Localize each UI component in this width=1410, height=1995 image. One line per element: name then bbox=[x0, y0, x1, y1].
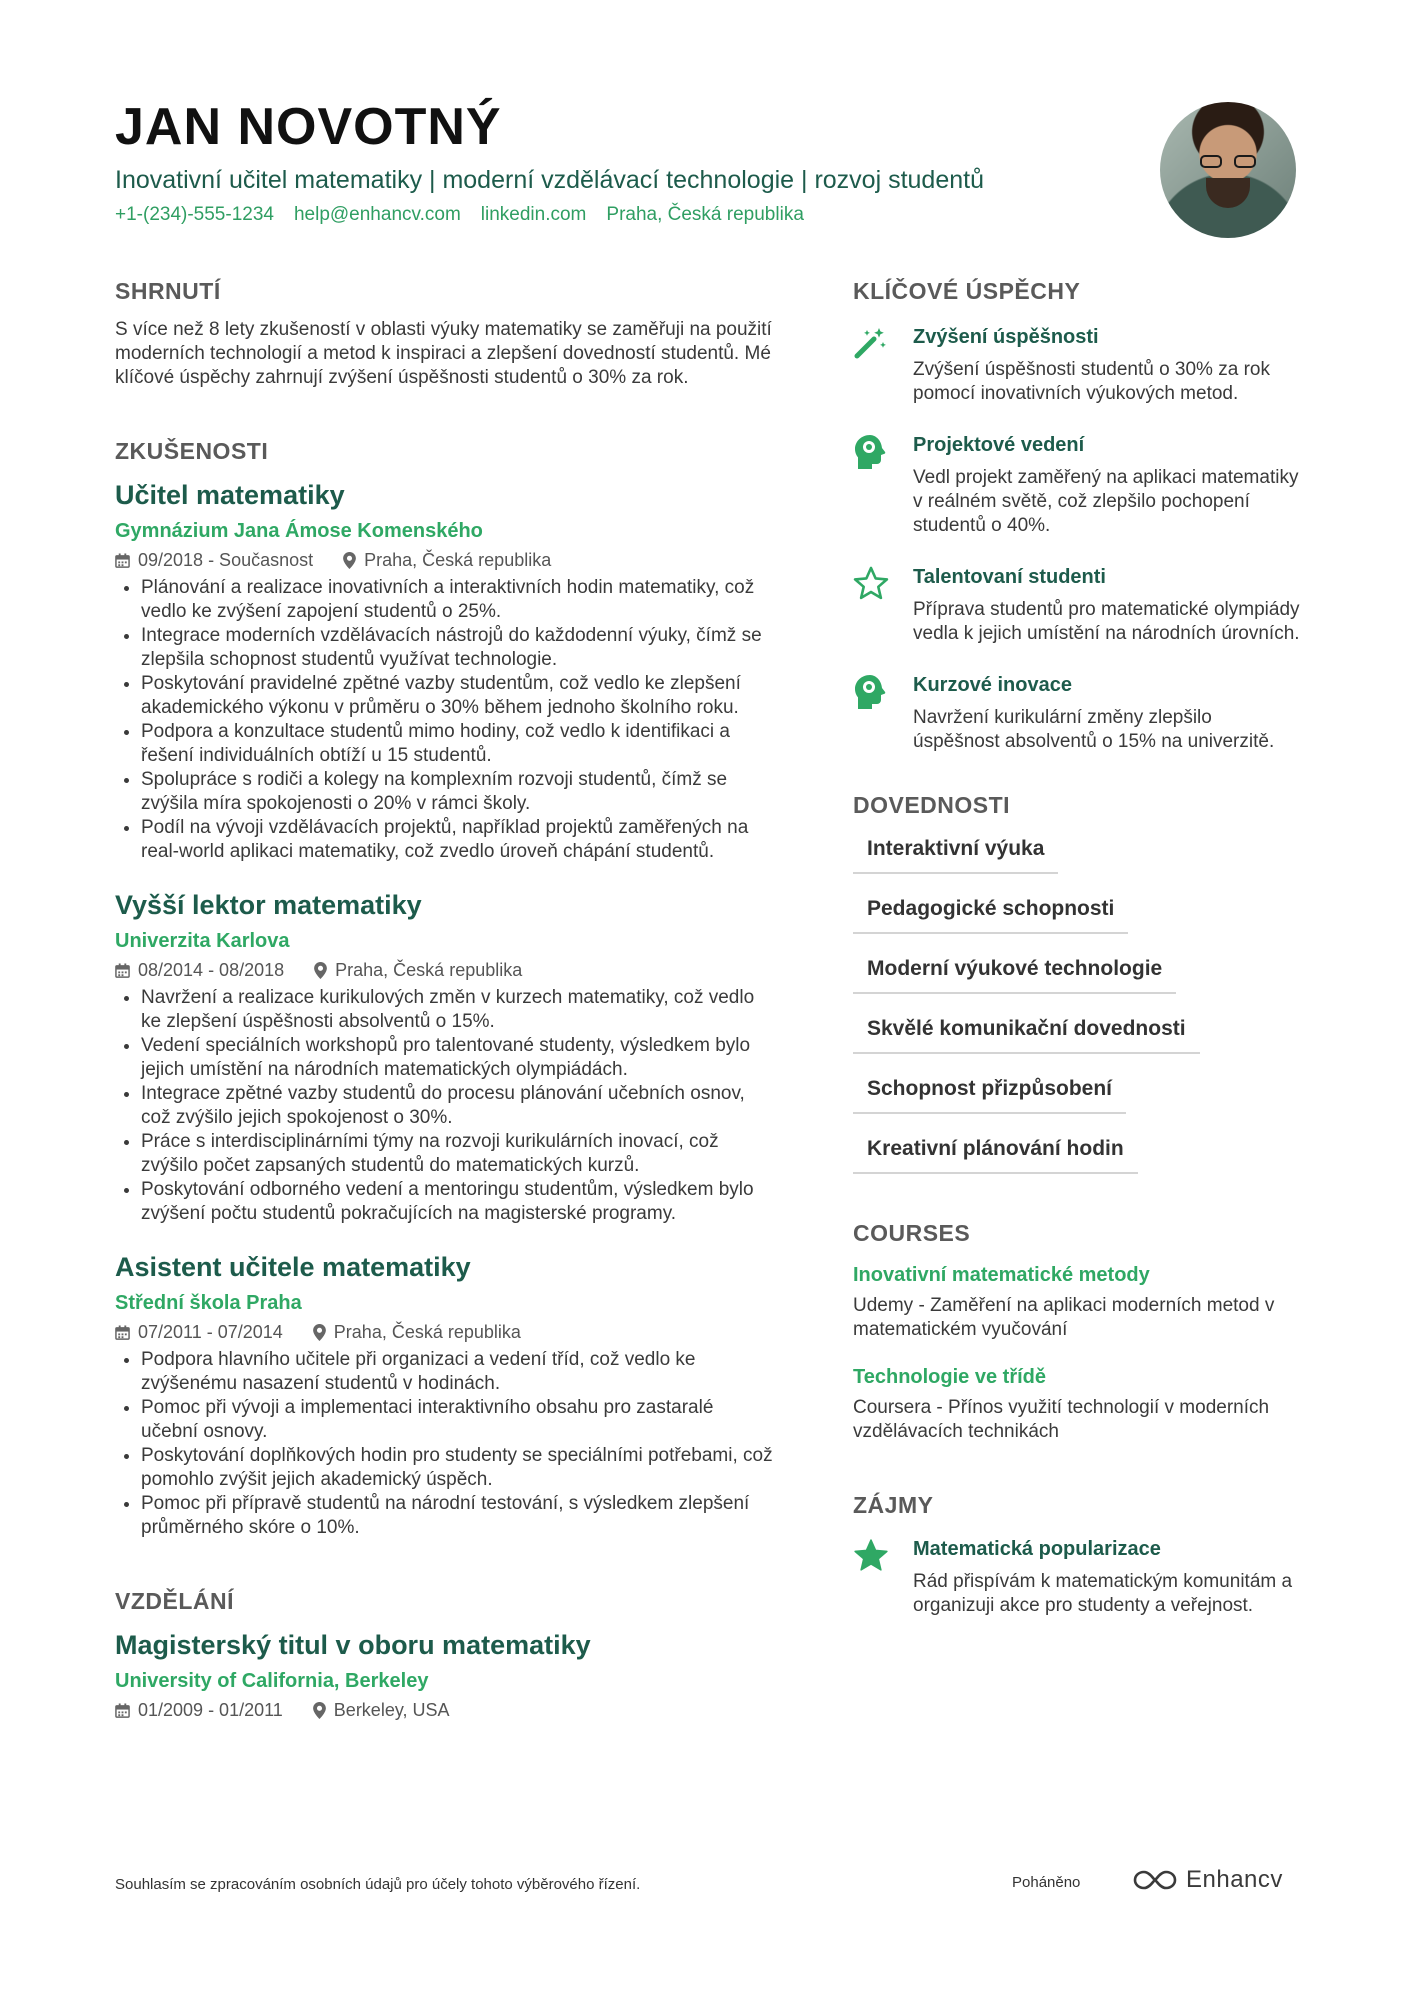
job-bullet: • Poskytování odborného vedení a mentoringu studentům, výsledkem bylo zvýšení počtu studentů pokračujících na magisterské programy. bbox=[141, 1178, 775, 1226]
job-bullet: • Pomoc při vývoji a implementaci interaktivního obsahu pro zastaralé učební osnovy. bbox=[141, 1396, 775, 1444]
education-item bbox=[115, 1628, 775, 1722]
experience-item bbox=[115, 888, 775, 1226]
summary-text: S více než 8 lety zkušeností v oblasti výuky matematiky se zaměřuji na použití moderních technologií a metod k inspiraci a zlepšení dovedností studentů. Mé klíčové úspěchy zahrnují zvýšení úspěšnosti studentů o 30% za rok. bbox=[115, 319, 772, 388]
location-pin-icon bbox=[343, 552, 356, 569]
linkedin-link[interactable]: linkedin.com bbox=[480, 204, 587, 225]
left-column bbox=[115, 276, 775, 1722]
brand-name: Enhancv bbox=[1186, 1866, 1283, 1893]
profile-photo bbox=[1160, 102, 1296, 238]
course-title: Inovativní matematické metody bbox=[853, 1264, 1150, 1286]
job-location: Praha, Česká republika bbox=[335, 960, 523, 980]
consent-note: Souhlasím se zpracováním osobních údajů pro účely tohoto výběrového řízení. bbox=[115, 1876, 641, 1893]
skill-tag: Pedagogické schopnosti bbox=[853, 896, 1128, 934]
company-name: Střední škola Praha bbox=[115, 1292, 302, 1314]
calendar-icon bbox=[115, 553, 130, 568]
job-bullet: • Poskytování pravidelné zpětné vazby studentům, což vedlo ke zlepšení akademického výkonu v průměru o 30% během jednoho školního roku. bbox=[141, 672, 775, 720]
job-bullet: • Pomoc při přípravě studentů na národní testování, s výsledkem zlepšení průměrného skóre o 10%. bbox=[141, 1492, 775, 1540]
job-bullet: • Podíl na vývoji vzdělávacích projektů, například projektů zaměřených na real-world aplikaci matematiky, což zvedlo úroveň chápání studentů. bbox=[141, 816, 775, 864]
job-bullet: • Integrace zpětné vazby studentů do procesu plánování učebních osnov, což zvýšilo jejich spokojenost o 30%. bbox=[141, 1082, 775, 1130]
skill-tag: Moderní výukové technologie bbox=[853, 956, 1176, 994]
interests-heading: ZÁJMY bbox=[853, 1492, 934, 1518]
job-bullet: • Vedení speciálních workshopů pro talentované studenty, výsledkem bylo jejich umístění na národních matematických olympiádách. bbox=[141, 1034, 775, 1082]
education-location: Berkeley, USA bbox=[333, 1700, 450, 1720]
achievement-title: Zvýšení úspěšnosti bbox=[913, 326, 1099, 348]
course-text: Coursera - Přínos využití technologií v moderních vzdělávacích technikách bbox=[853, 1397, 1270, 1442]
education-dates: 01/2009 - 01/2011 bbox=[138, 1700, 283, 1720]
calendar-icon bbox=[115, 1703, 130, 1718]
location-pin-icon bbox=[313, 1324, 326, 1341]
degree-title: Magisterský titul v oboru matematiky bbox=[115, 1630, 591, 1660]
achievement-title: Kurzové inovace bbox=[913, 674, 1072, 696]
interest-title: Matematická popularizace bbox=[913, 1538, 1161, 1560]
location-pin-icon bbox=[313, 1702, 326, 1719]
achievement-item bbox=[853, 672, 1303, 754]
job-dates: 09/2018 - Současnost bbox=[138, 550, 314, 570]
job-dates: 08/2014 - 08/2018 bbox=[138, 960, 285, 980]
photo-glasses bbox=[1200, 155, 1256, 169]
skill-tag: Skvělé komunikační dovednosti bbox=[853, 1016, 1200, 1054]
photo-beard bbox=[1206, 178, 1250, 208]
infinity-logo-icon bbox=[1132, 1868, 1178, 1892]
head-idea-icon bbox=[853, 674, 887, 710]
achievements-heading: KLÍČOVÉ ÚSPĚCHY bbox=[853, 278, 1081, 304]
phone-link[interactable]: +1-(234)-555-1234 bbox=[115, 204, 274, 225]
interest-text: Rád přispívám k matematickým komunitám a organizuji akce pro studenty a veřejnost. bbox=[913, 1571, 1293, 1616]
resume-header bbox=[115, 96, 1115, 226]
course-text: Udemy - Zaměření na aplikaci moderních metod v matematickém vyučování bbox=[853, 1295, 1275, 1340]
job-bullet: • Podpora a konzultace studentů mimo hodiny, což vedlo k identifikaci a řešení individuálních obtíží u 15 studentů. bbox=[141, 720, 775, 768]
candidate-name: JAN NOVOTNÝ bbox=[115, 98, 502, 156]
job-location: Praha, Česká republika bbox=[333, 1322, 521, 1342]
calendar-icon bbox=[115, 963, 130, 978]
achievement-item bbox=[853, 432, 1303, 538]
head-idea-icon bbox=[853, 434, 887, 470]
enhancv-logo[interactable] bbox=[1132, 1866, 1283, 1894]
candidate-tagline: Inovativní učitel matematiky | moderní vzdělávací technologie | rozvoj studentů bbox=[115, 166, 984, 194]
achievement-text: Příprava studentů pro matematické olympiády vedla k jejich umístění na národních úrovních. bbox=[913, 599, 1300, 644]
experience-heading: ZKUŠENOSTI bbox=[115, 438, 269, 464]
location-text: Praha, Česká republika bbox=[606, 204, 804, 225]
school-name: University of California, Berkeley bbox=[115, 1670, 429, 1692]
contact-row bbox=[115, 204, 1115, 226]
achievement-text: Zvýšení úspěšnosti studentů o 30% za rok pomocí inovativních výukových metod. bbox=[913, 359, 1270, 404]
location-pin-icon bbox=[314, 962, 327, 979]
email-link[interactable]: help@enhancv.com bbox=[293, 204, 461, 225]
skills-heading: DOVEDNOSTI bbox=[853, 792, 1011, 818]
experience-item bbox=[115, 478, 775, 864]
achievement-text: Vedl projekt zaměřený na aplikaci matematiky v reálném světě, což zlepšilo pochopení studentů o 40%. bbox=[913, 467, 1299, 536]
achievement-title: Talentovaní studenti bbox=[913, 566, 1106, 588]
job-bullet: • Spolupráce s rodiči a kolegy na komplexním rozvoji studentů, čímž se zvýšila míra spokojenosti o 20% v rámci školy. bbox=[141, 768, 775, 816]
powered-by-label: Poháněno bbox=[1012, 1874, 1081, 1891]
course-title: Technologie ve třídě bbox=[853, 1366, 1046, 1388]
job-bullets bbox=[115, 576, 775, 864]
job-bullet: • Integrace moderních vzdělávacích nástrojů do každodenní výuky, čímž se zlepšila schopnost studentů využívat technologie. bbox=[141, 624, 775, 672]
job-title: Učitel matematiky bbox=[115, 480, 345, 510]
right-column bbox=[853, 276, 1303, 1644]
job-title: Vyšší lektor matematiky bbox=[115, 890, 422, 920]
job-dates: 07/2011 - 07/2014 bbox=[138, 1322, 283, 1342]
job-bullet: • Navržení a realizace kurikulových změn v kurzech matematiky, což vedlo ke zlepšení úspěšnosti absolventů o 15%. bbox=[141, 986, 775, 1034]
achievement-item bbox=[853, 564, 1303, 646]
star-filled-icon bbox=[853, 1538, 889, 1572]
education-heading: VZDĚLÁNÍ bbox=[115, 1588, 234, 1614]
course-item bbox=[853, 1262, 1303, 1342]
job-bullet: • Podpora hlavního učitele při organizaci a vedení tříd, což vedlo ke zvýšenému nasazení studentů v hodinách. bbox=[141, 1348, 775, 1396]
interest-item bbox=[853, 1536, 1303, 1618]
job-bullets bbox=[115, 1348, 775, 1540]
magic-wand-icon bbox=[853, 326, 887, 360]
star-outline-icon bbox=[853, 566, 889, 600]
job-title: Asistent učitele matematiky bbox=[115, 1252, 471, 1282]
achievement-title: Projektové vedení bbox=[913, 434, 1085, 456]
education-meta bbox=[115, 1698, 775, 1722]
job-meta bbox=[115, 1320, 775, 1344]
achievement-text: Navržení kurikulární změny zlepšilo úspěšnost absolventů o 15% na univerzitě. bbox=[913, 707, 1275, 752]
job-meta bbox=[115, 958, 775, 982]
course-item bbox=[853, 1364, 1303, 1444]
job-bullets bbox=[115, 986, 775, 1226]
skill-tag: Interaktivní výuka bbox=[853, 836, 1058, 874]
skills-list bbox=[853, 836, 1303, 1196]
summary-heading: SHRNUTÍ bbox=[115, 278, 221, 304]
achievement-item bbox=[853, 324, 1303, 406]
experience-item bbox=[115, 1250, 775, 1540]
skill-tag: Schopnost přizpůsobení bbox=[853, 1076, 1126, 1114]
job-bullet: • Práce s interdisciplinárními týmy na rozvoji kurikulárních inovací, což zvýšilo počet zapsaných studentů do matematických kurzů. bbox=[141, 1130, 775, 1178]
company-name: Gymnázium Jana Ámose Komenského bbox=[115, 520, 483, 542]
job-meta bbox=[115, 548, 775, 572]
company-name: Univerzita Karlova bbox=[115, 930, 290, 952]
job-location: Praha, Česká republika bbox=[364, 550, 552, 570]
job-bullet: • Poskytování doplňkových hodin pro studenty se speciálními potřebami, což pomohlo zvýšit jejich akademický úspěch. bbox=[141, 1444, 775, 1492]
courses-heading: COURSES bbox=[853, 1220, 971, 1246]
skill-tag: Kreativní plánování hodin bbox=[853, 1136, 1138, 1174]
job-bullet: • Plánování a realizace inovativních a interaktivních hodin matematiky, což vedlo ke zvýšení zapojení studentů o 25%. bbox=[141, 576, 775, 624]
calendar-icon bbox=[115, 1325, 130, 1340]
